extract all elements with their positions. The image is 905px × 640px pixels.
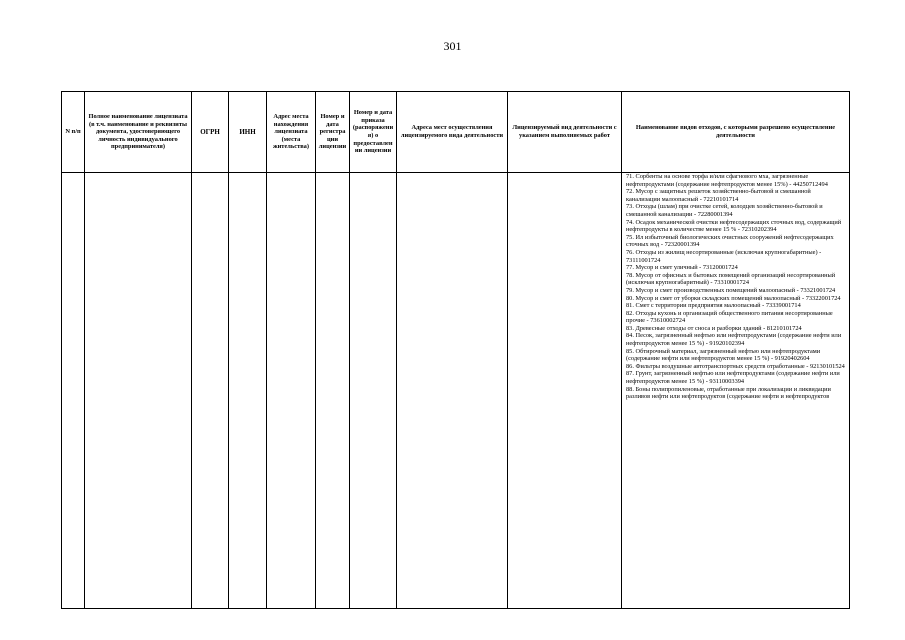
page-number: 301 (443, 39, 462, 53)
list-item: 82. Отходы кухонь и организаций общественного питания несортированные прочие - 73610002724 (626, 309, 833, 325)
list-item: 74. Осадок механической очистки нефтесодержащих сточных вод, содержащий нефтепродукты в количестве менее 15 % - 72310202394 (626, 218, 842, 234)
waste-list (622, 173, 849, 608)
cell-activity-addresses (397, 173, 508, 609)
list-item: 71. Сорбенты на основе торфа и/или сфагнового мха, загрязненные нефтепродуктами (содержание нефтепродуктов менее 15%) - 44250712494 (626, 173, 828, 188)
list-item: 77. Мусор и смет уличный - 73120001724 (626, 264, 738, 272)
cell-licensee-name (85, 173, 192, 609)
list-item: 80. Мусор и смет от уборки складских помещений малоопасный - 73322001724 (626, 294, 841, 302)
list-item: 72. Мусор с защитных решеток хозяйственно-бытовой и смешанной канализации малоопасный - 72210101714 (626, 188, 811, 203)
header-activity-addresses: Адреса мест осуществления лицензируемого вида деятельности (397, 92, 508, 173)
list-item: 73. Отходы (шлам) при очистке сетей, колодцев хозяйственно-бытовой и смешанной канализации - 72280001394 (626, 203, 823, 218)
list-item: 84. Песок, загрязненный нефтью или нефтепродуктами (содержание нефти или нефтепродуктов менее 15 %) - 91920102394 (626, 332, 842, 348)
list-item: 76. Отходы из жилищ несортированные (исключая крупногабаритные) - 73111001724 (626, 248, 822, 264)
header-waste-types: Наименование видов отходов, с которыми разрешено осуществление деятельности (622, 92, 850, 173)
header-order: Номер и дата приказа (распоряжения) о предоставлении лицензии (350, 92, 397, 173)
license-register-table (61, 91, 850, 609)
list-item: 86. Фильтры воздушные автотранспортных средств отработанные - 92130101524 (626, 362, 845, 370)
cell-num (62, 173, 85, 609)
header-row (62, 92, 850, 173)
list-item: 88. Боны полипропиленовые, отработанные при локализации и ликвидации разливов нефти или нефтепродуктов (содержание нефти и нефтепродуктов (626, 385, 831, 401)
cell-activity-type (508, 173, 622, 609)
header-inn: ИНН (229, 92, 267, 173)
cell-ogrn (192, 173, 229, 609)
list-item: 81. Смет с территории предприятия малоопасный - 73339001714 (626, 302, 801, 310)
cell-waste-types (622, 173, 850, 609)
header-reg-number: Номер и дата регистрации лицензии (316, 92, 350, 173)
header-num: N п/п (62, 92, 85, 173)
header-address: Адрес места нахождения лицензиата (места жительства) (267, 92, 316, 173)
list-item: 83. Древесные отходы от сноса и разборки зданий - 81210101724 (626, 324, 802, 332)
cell-inn (229, 173, 267, 609)
list-item: 79. Мусор и смет производственных помещений малоопасный - 73321001724 (626, 286, 836, 294)
list-item: 78. Мусор от офисных и бытовых помещений организаций несортированный (исключая крупногабаритный) - 73310001724 (626, 271, 836, 287)
list-item: 85. Обтирочный материал, загрязненный нефтью или нефтепродуктами (содержание нефти или нефтепродуктов менее 15 %) - 91920402604 (626, 347, 821, 363)
cell-address (267, 173, 316, 609)
list-item: 87. Грунт, загрязненный нефтью или нефтепродуктами (содержание нефти или нефтепродуктов менее 15 %) - 93110003394 (626, 370, 840, 386)
list-item: 75. Ил избыточный биологических очистных сооружений нефтесодержащих сточных вод - 72320001394 (626, 233, 834, 249)
header-ogrn: ОГРН (192, 92, 229, 173)
header-activity-type: Лицензируемый вид деятельности с указанием выполняемых работ (508, 92, 622, 173)
cell-reg-number (316, 173, 350, 609)
header-licensee-name: Полное наименование лицензиата (в т.ч. наименование и реквизиты документа, удостоверяющего личность индивидуального предпринимателя) (85, 92, 192, 173)
cell-order (350, 173, 397, 609)
table-row (62, 173, 850, 609)
